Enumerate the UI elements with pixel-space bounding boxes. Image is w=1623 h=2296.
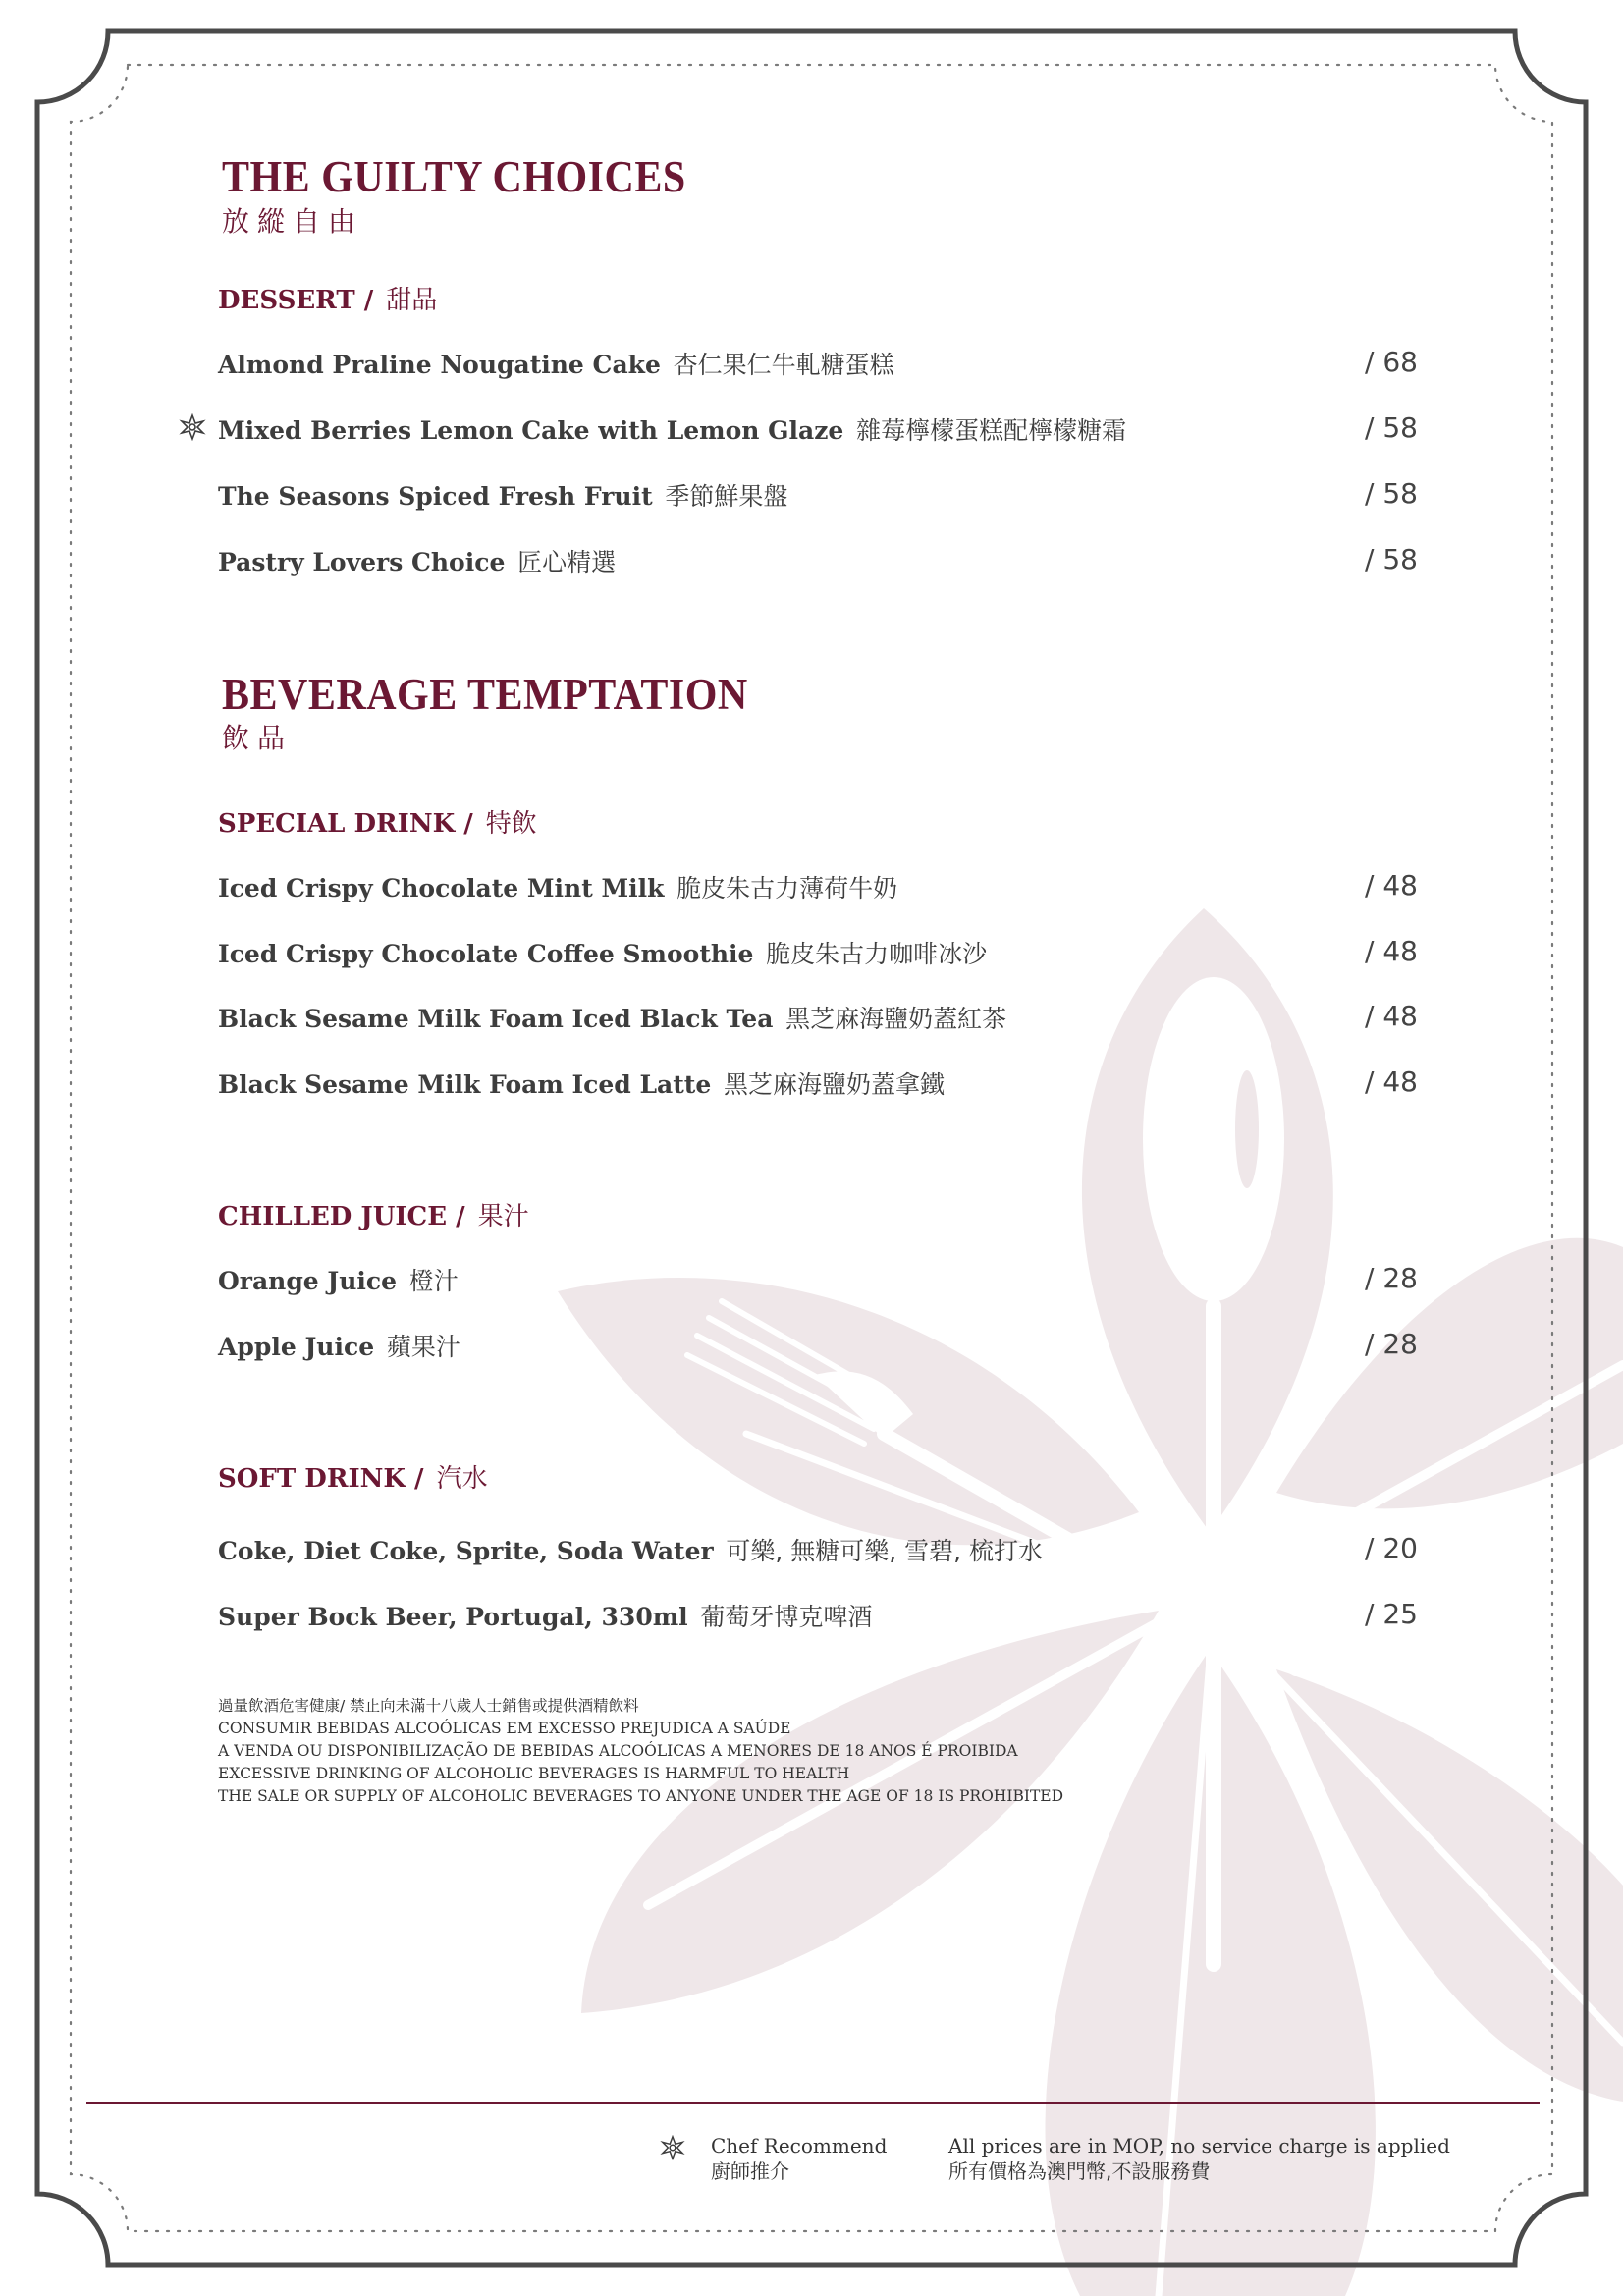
item-name: Orange Juice [218,1267,398,1295]
menu-item [218,1598,1418,1637]
item-price: / 68 [1365,346,1418,378]
category-label-zh: 特飲 [485,809,537,839]
item-name: Apple Juice [218,1333,375,1361]
item-price: / 25 [1365,1598,1418,1630]
item-name: Super Bock Beer, Portugal, 330ml [218,1603,688,1631]
category-label-zh: 果汁 [477,1202,529,1231]
price-notice-text-zh: 所有價格為澳門幣,不設服務費 [948,2159,1211,2183]
item-price: / 58 [1365,477,1418,510]
category-label-zh: 甜品 [386,286,438,315]
item-name-zh: 可樂, 無糖可樂, 雪碧, 梳打水 [726,1537,1044,1565]
item-name-zh: 葡萄牙博克啤酒 [700,1603,873,1631]
item-price: / 58 [1365,411,1418,444]
category-label: DESSERT / [218,286,374,315]
item-name-zh: 杏仁果仁牛軋糖蛋糕 [673,351,894,379]
item-name: Black Sesame Milk Foam Iced Latte [218,1070,712,1099]
section-subtitle-beverage-temptation: 飲品 [222,722,294,754]
section-title-guilty-choices: THE GUILTY CHOICES [222,153,686,202]
item-name: The Seasons Spiced Fresh Fruit [218,482,653,511]
category-soft-drink [218,1458,488,1495]
alcohol-disclaimer [218,1695,1063,1808]
item-name-zh: 脆皮朱古力薄荷牛奶 [676,874,898,902]
item-name-zh: 黑芝麻海鹽奶蓋拿鐵 [723,1070,945,1099]
menu-item [218,346,1418,385]
item-price: / 28 [1365,1328,1418,1360]
item-name-zh: 匠心精選 [517,548,617,576]
item-price: / 48 [1365,935,1418,967]
disclaimer-line: 過量飲酒危害健康/ 禁止向未滿十八歲人士銷售或提供酒精飲料 [218,1697,639,1715]
item-name: Iced Crispy Chocolate Coffee Smoothie [218,940,754,968]
item-name: Iced Crispy Chocolate Mint Milk [218,874,665,902]
item-price: / 20 [1365,1532,1418,1564]
price-notice [948,2133,1450,2184]
menu-item [218,935,1418,974]
item-name: Mixed Berries Lemon Cake with Lemon Glaze [218,416,844,445]
category-label: SPECIAL DRINK / [218,809,473,839]
price-notice-text: All prices are in MOP, no service charge is applied [948,2134,1450,2158]
menu-item-chef-recommend [218,411,1418,451]
item-price: / 48 [1365,1000,1418,1032]
item-name-zh: 脆皮朱古力咖啡冰沙 [766,940,988,968]
item-price: / 48 [1365,869,1418,902]
menu-item [218,543,1418,582]
menu-item [218,1328,1418,1367]
item-price: / 48 [1365,1066,1418,1098]
section-title-beverage-temptation: BEVERAGE TEMPTATION [222,671,748,720]
category-label-zh: 汽水 [436,1464,488,1494]
disclaimer-line: THE SALE OR SUPPLY OF ALCOHOLIC BEVERAGES TO ANYONE UNDER THE AGE OF 18 IS PROHIBITED [218,1787,1064,1805]
category-dessert [218,280,437,316]
menu-item [218,1066,1418,1105]
menu-item [218,1532,1418,1571]
category-chilled-juice [218,1196,529,1232]
chef-recommend-legend [660,2133,954,2188]
category-label: SOFT DRINK / [218,1464,424,1494]
disclaimer-line: EXCESSIVE DRINKING OF ALCOHOLIC BEVERAGES IS HARMFUL TO HEALTH [218,1765,850,1782]
item-name: Almond Praline Nougatine Cake [218,351,661,379]
disclaimer-line: A VENDA OU DISPONIBILIZAÇÃO DE BEBIDAS ALCOÓLICAS A MENORES DE 18 ANOS É PROIBIDA [218,1742,1018,1760]
menu-item [218,869,1418,908]
footer-divider [86,2102,1540,2104]
menu-item [218,1262,1418,1301]
flower-star-icon [179,413,206,441]
category-special-drink [218,803,537,840]
item-name: Coke, Diet Coke, Sprite, Soda Water [218,1537,714,1565]
item-name: Black Sesame Milk Foam Iced Black Tea [218,1005,774,1033]
item-price: / 58 [1365,543,1418,575]
menu-item [218,1000,1418,1039]
item-name-zh: 蘋果汁 [386,1333,460,1361]
item-name-zh: 黑芝麻海鹽奶蓋紅茶 [785,1005,1007,1033]
item-name-zh: 橙汁 [408,1267,459,1295]
section-subtitle-guilty-choices: 放縱自由 [222,205,364,238]
disclaimer-line: CONSUMIR BEBIDAS ALCOÓLICAS EM EXCESSO PREJUDICA A SAÚDE [218,1720,791,1737]
legend-label-zh: 廚師推介 [711,2159,789,2183]
legend-label: Chef Recommend [711,2134,888,2158]
item-name: Pastry Lovers Choice [218,548,506,576]
item-price: / 28 [1365,1262,1418,1294]
item-name-zh: 季節鮮果盤 [665,482,788,511]
menu-item [218,477,1418,517]
category-label: CHILLED JUICE / [218,1202,465,1231]
flower-star-icon [660,2135,685,2160]
item-name-zh: 雜莓檸檬蛋糕配檸檬糖霜 [856,416,1127,445]
